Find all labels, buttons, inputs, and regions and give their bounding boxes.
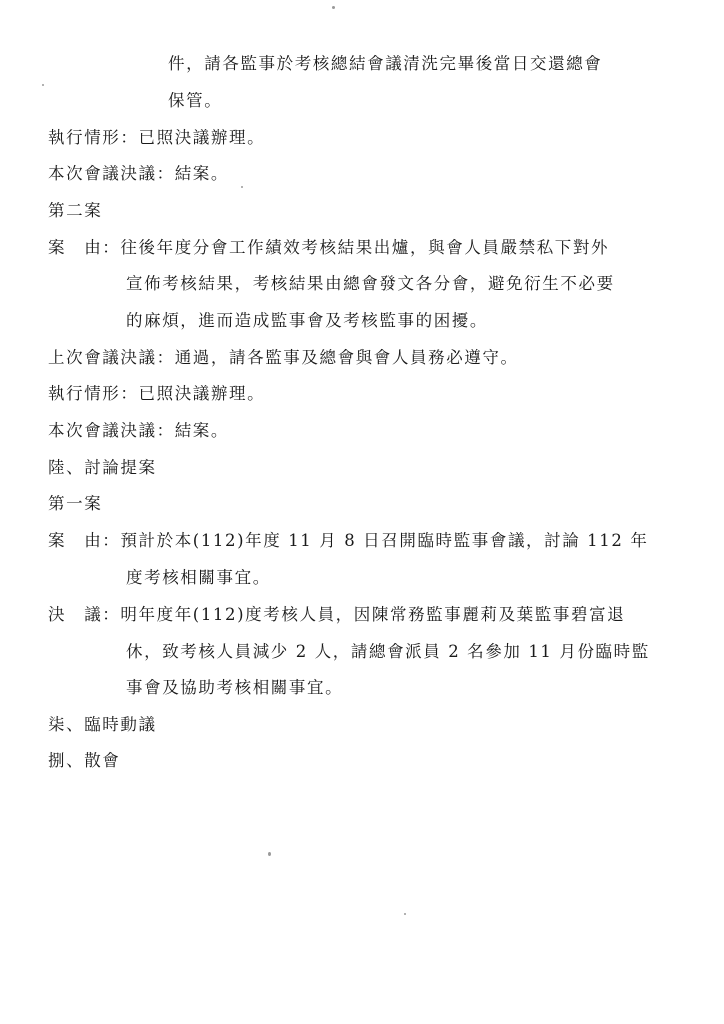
scan-speck bbox=[332, 6, 335, 9]
text-line: 保管。 bbox=[168, 91, 223, 110]
section-heading: 柒、臨時動議 bbox=[48, 715, 157, 734]
text-line: 案 由：預計於本(112)年度 11 月 8 日召開臨時監事會議，討論 112 年 bbox=[48, 531, 649, 550]
text-line: 本次會議決議：結案。 bbox=[48, 421, 229, 440]
text-line: 案 由：往後年度分會工作績效考核結果出爐，與會人員嚴禁私下對外 bbox=[48, 238, 610, 257]
text-line: 件，請各監事於考核總結會議清洗完畢後當日交還總會 bbox=[168, 54, 603, 73]
text-line: 上次會議決議：通過，請各監事及總會與會人員務必遵守。 bbox=[48, 348, 519, 367]
section-heading: 捌、散會 bbox=[48, 751, 121, 770]
scan-speck bbox=[42, 84, 44, 86]
section-heading: 第一案 bbox=[48, 494, 103, 513]
text-line: 執行情形：已照決議辦理。 bbox=[48, 128, 266, 147]
text-line: 本次會議決議：結案。 bbox=[48, 164, 229, 183]
section-heading: 陸、討論提案 bbox=[48, 458, 157, 477]
section-heading: 第二案 bbox=[48, 201, 103, 220]
text-line: 的麻煩，進而造成監事會及考核監事的困擾。 bbox=[126, 311, 488, 330]
scan-speck bbox=[241, 186, 243, 188]
text-line: 休，致考核人員減少 2 人，請總會派員 2 名參加 11 月份臨時監 bbox=[126, 642, 650, 661]
scan-speck bbox=[404, 913, 406, 915]
scan-speck bbox=[268, 852, 271, 856]
text-line: 執行情形：已照決議辦理。 bbox=[48, 384, 266, 403]
text-line: 宣佈考核結果，考核結果由總會發文各分會，避免衍生不必要 bbox=[126, 274, 615, 293]
text-line: 度考核相關事宜。 bbox=[126, 568, 271, 587]
text-line: 決 議：明年度年(112)度考核人員，因陳常務監事麗莉及葉監事碧富退 bbox=[48, 605, 626, 624]
text-line: 事會及協助考核相關事宜。 bbox=[126, 678, 344, 697]
